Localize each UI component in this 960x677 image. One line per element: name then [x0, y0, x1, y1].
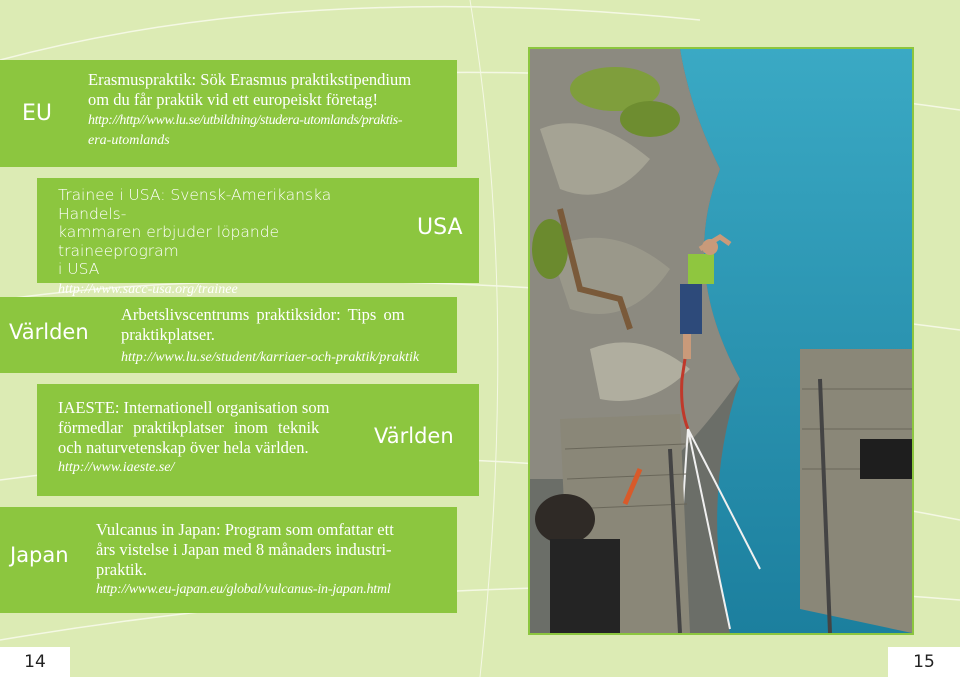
varlden-tag-2: Världen [374, 424, 454, 448]
eu-line-1: Erasmuspraktik: Sök Erasmus praktikstipendium [88, 70, 412, 89]
page-number-left: 14 [0, 647, 70, 677]
eu-url-line-1[interactable]: http://http//www.lu.se/utbildning/studera-utomlands/praktis- [88, 112, 403, 128]
japan-text [96, 520, 448, 599]
varlden-block-1 [0, 297, 457, 373]
eu-tag: EU [22, 101, 53, 126]
usa-text [58, 186, 398, 299]
page-number-right: 15 [888, 647, 960, 677]
japan-line-1: Vulcanus in Japan: Program som omfattar ett [96, 520, 394, 539]
varlden2-url[interactable]: http://www.iaeste.se/ [58, 460, 175, 476]
japan-line-3: praktik. [96, 559, 147, 579]
bungee-jump-photo [528, 47, 914, 635]
usa-tag: USA [417, 215, 463, 240]
varlden-text-1 [121, 305, 446, 366]
japan-line-2: års vistelse i Japan med 8 månaders industri- [96, 539, 392, 559]
japan-tag: Japan [10, 543, 69, 567]
varlden2-line-3: och naturvetenskap över hela världen. [58, 437, 309, 457]
usa-url[interactable]: http://www.sacc-usa.org/trainee [58, 281, 238, 297]
japan-block [0, 507, 457, 613]
varlden-text-2 [58, 398, 383, 477]
varlden1-line-1: Arbetslivscentrums praktiksidor: Tips om [121, 305, 405, 324]
eu-block [0, 60, 457, 167]
usa-line-1: Trainee i USA: Svensk-Amerikanska Handels- [58, 186, 332, 223]
varlden2-line-2: förmedlar praktikplatser inom teknik [58, 417, 320, 437]
varlden-tag-1: Världen [9, 320, 89, 344]
eu-url-line-2[interactable]: era-utomlands [88, 133, 170, 149]
usa-block [37, 178, 479, 297]
varlden-block-2 [37, 384, 479, 496]
varlden1-url[interactable]: http://www.lu.se/student/karriaer-och-praktik/praktik [121, 349, 420, 365]
usa-line-2: kammaren erbjuder löpande traineeprogram [58, 223, 280, 260]
bungee-photo-illustration [530, 49, 912, 633]
varlden2-line-1: IAESTE: Internationell organisation som [58, 398, 330, 417]
usa-line-3: i USA [58, 260, 100, 279]
eu-line-2: om du får praktik vid ett europeiskt företag! [88, 89, 379, 109]
japan-url[interactable]: http://www.eu-japan.eu/global/vulcanus-in-japan.html [96, 582, 391, 598]
eu-text [88, 70, 448, 150]
varlden1-line-2: praktikplatser. [121, 324, 215, 344]
